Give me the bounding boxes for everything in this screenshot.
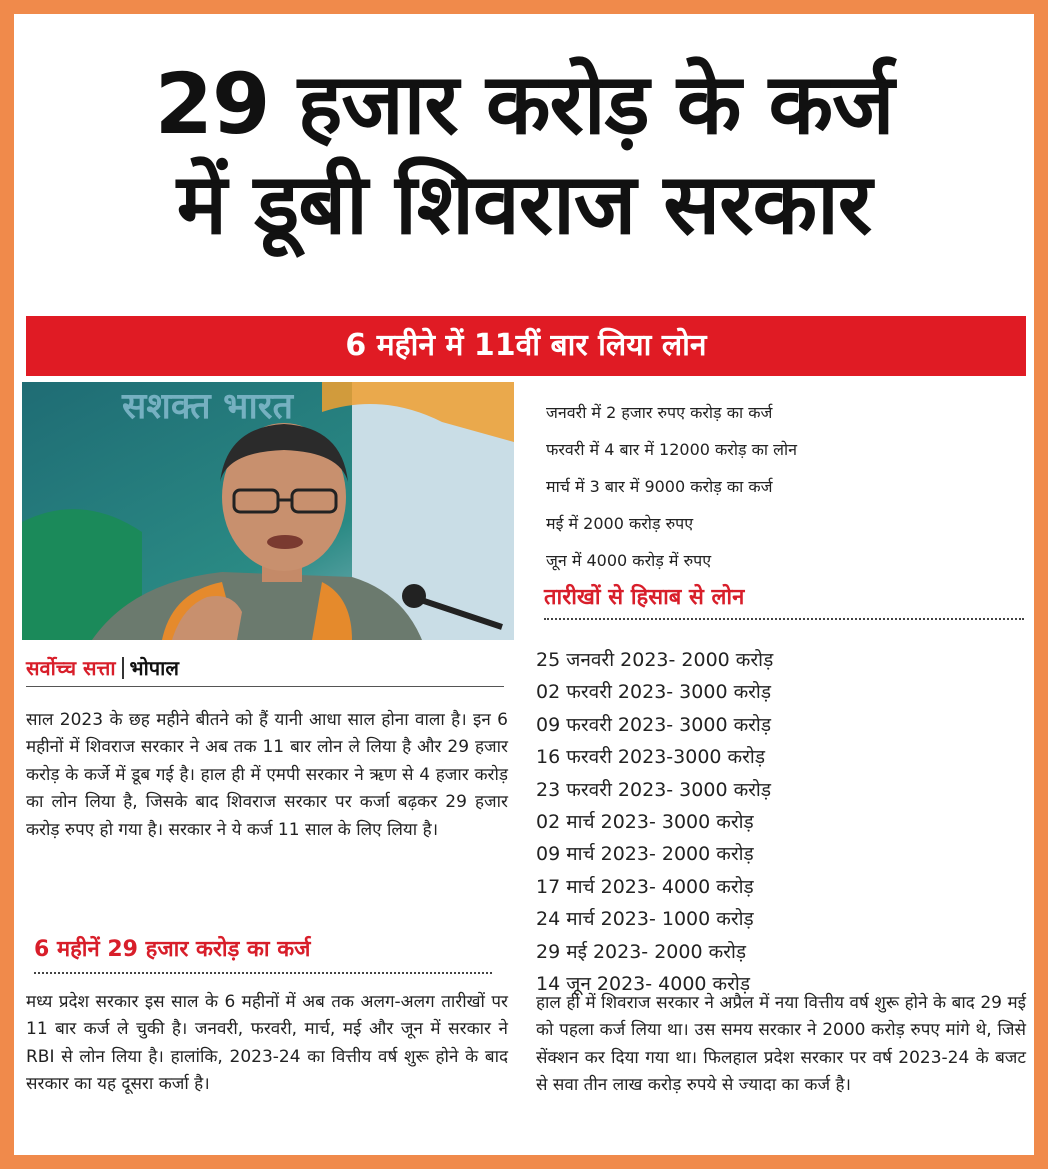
list-item: 29 मई 2023- 2000 करोड़ [536,940,747,963]
list-item: मई में 2000 करोड़ रुपए [546,514,694,533]
news-photo [22,382,514,640]
red-banner: 6 महीने में 11वीं बार लिया लोन [26,316,1026,376]
list-item: मार्च में 3 बार में 9000 करोड़ का कर्ज [546,477,773,496]
body-paragraph-left: मध्य प्रदेश सरकार इस साल के 6 महीनों में अब तक अलग-अलग तारीखों पर 11 बार कर्ज ले चुकी है। जनवरी, फरवरी, मार्च, मई और जून में सरकार ने RBI से लोन लिया है। हालांकि, 2023-24 का वित्तीय वर्ष शुरू होने के बाद सरकार का यह दूसरा कर्जा है। [26,992,508,1095]
byline-city: भोपाल [129,656,179,680]
subhead-dates: तारीखों से हिसाब से लोन [544,582,1024,620]
subhead-debt: 6 महीनें 29 हजार करोड़ का कर्ज [34,934,492,974]
list-item: 23 फरवरी 2023- 3000 करोड़ [536,778,772,801]
byline [26,650,504,687]
date-wise-loan-list [536,644,1026,1000]
list-item: 17 मार्च 2023- 4000 करोड़ [536,875,754,898]
headline-line-2: में डूबी शिवराज सरकार [176,155,872,253]
list-item: 24 मार्च 2023- 1000 करोड़ [536,908,754,931]
list-item: 14 जून 2023- 4000 करोड़ [536,973,750,996]
intro-paragraph: साल 2023 के छह महीने बीतने को हैं यानी आधा साल होना वाला है। इन 6 महीनों में शिवराज सरकार ने अब तक 11 बार लोन ले लिया है और 29 हजार करोड़ के कर्जे में डूब गई है। हाल ही में एमपी सरकार ने ऋण से 4 हजार करोड़ का लोन लिया है, जिसके बाद शिवराज सरकार पर कर्जा बढ़कर 29 हजार करोड़ रुपए हो गया है। सरकार ने ये कर्ज 11 साल के लिए लिया है। [26,710,508,840]
list-item: 02 मार्च 2023- 3000 करोड़ [536,811,754,834]
byline-brand: सर्वोच्च सत्ता [26,656,116,680]
list-item: फरवरी में 4 बार में 12000 करोड़ का लोन [546,440,798,459]
list-item: जनवरी में 2 हजार रुपए करोड़ का कर्ज [546,403,773,422]
backdrop-text: सशक्त भारत [122,386,294,427]
byline-divider [122,657,124,679]
headline [14,54,1034,254]
body-paragraph-right: हाल ही में शिवराज सरकार ने अप्रैल में नया वित्तीय वर्ष शुरू होने के बाद 29 मई को पहला कर्ज लिया था। उस समय सरकार ने 2000 करोड़ रुपए मांगे थे, जिसे सेंक्शन कर दिया गया था। फिलहाल प्रदेश सरकार पर वर्ष 2023-24 के बजट से सवा तीन लाख करोड़ रुपये से ज्यादा का कर्ज है। [536,993,1026,1096]
list-item: जून में 4000 करोड़ में रुपए [546,551,712,570]
headline-line-1: 29 हजार करोड़ के कर्ज [154,55,894,153]
politician-speaking-photo [22,382,514,640]
list-item: 16 फरवरी 2023-3000 करोड़ [536,746,765,769]
list-item: 09 फरवरी 2023- 3000 करोड़ [536,713,772,736]
monthly-loan-list [546,394,1026,579]
list-item: 25 जनवरी 2023- 2000 करोड़ [536,649,774,671]
newspaper-clipping [14,14,1034,1155]
list-item: 02 फरवरी 2023- 3000 करोड़ [536,681,772,704]
list-item: 09 मार्च 2023- 2000 करोड़ [536,843,754,866]
